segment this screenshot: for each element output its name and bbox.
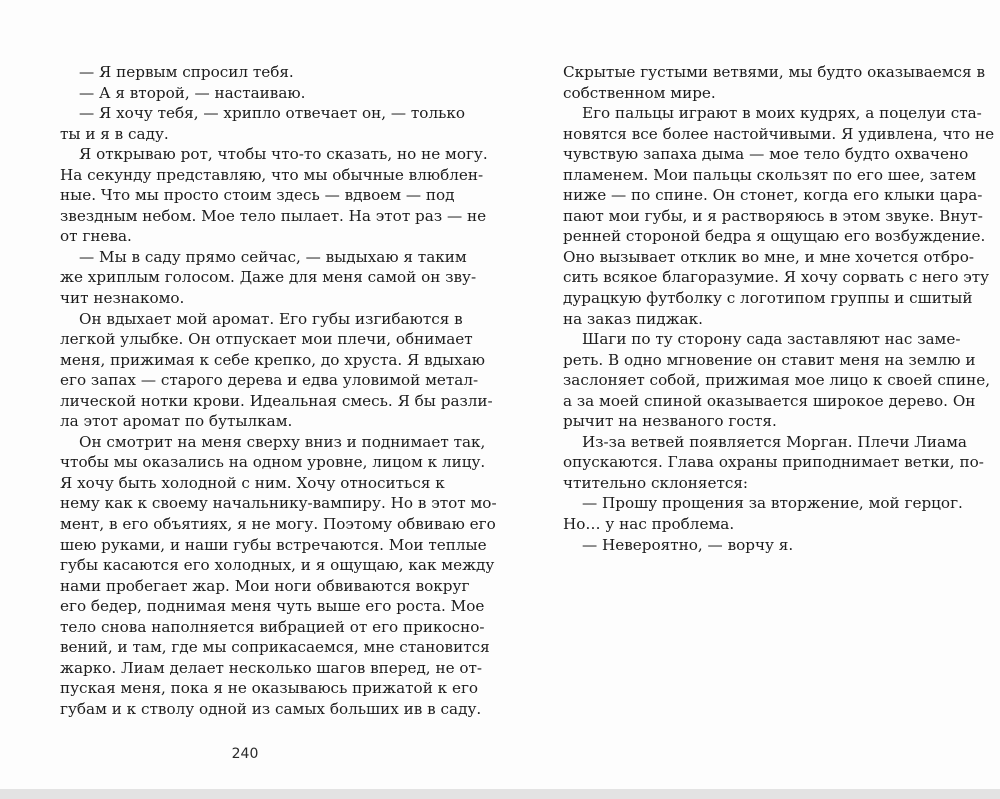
left-page-line: легкой улыбке. Он отпускает мои плечи, обнимает — [60, 330, 473, 349]
left-page-line: Я хочу быть холодной с ним. Хочу относиться к — [60, 473, 445, 492]
right-page-text — [563, 62, 995, 555]
left-page-line: — Мы в саду прямо сейчас, — выдыхаю я таким — [79, 247, 467, 266]
right-page-line: Но… у нас проблема. — [563, 515, 735, 534]
right-page-line: рычит на незваного гостя. — [563, 412, 777, 431]
left-page-line: ные. Что мы просто стоим здесь — вдвоем — под — [60, 186, 455, 205]
left-page-line: губам и к стволу одной из самых больших ив в саду. — [60, 699, 482, 718]
right-page-line: Шаги по ту сторону сада заставляют нас заме- — [582, 330, 961, 349]
right-page-line: ниже — по спине. Он стонет, когда его клыки цара- — [563, 186, 983, 205]
right-page-line: сить всякое благоразумие. Я хочу сорвать с него эту — [563, 268, 990, 287]
right-page-line: опускаются. Глава охраны приподнимает ветки, по- — [563, 453, 984, 472]
left-page-line: жарко. Лиам делает несколько шагов вперед, не от- — [60, 658, 483, 677]
left-page-line: чит незнакомо. — [60, 289, 185, 308]
bottom-edge — [0, 789, 1000, 799]
right-page-line: — Прошу прощения за вторжение, мой герцог. — [582, 494, 963, 513]
left-page-line: его запах — старого дерева и едва уловимой метал- — [60, 371, 479, 390]
left-page-line: — А я второй, — настаиваю. — [79, 83, 306, 102]
left-page-line: тело снова наполняется вибрацией от его прикосно- — [60, 617, 485, 636]
page-number: 240 — [231, 746, 259, 762]
left-page-line: — Я хочу тебя, — хрипло отвечает он, — только — [79, 104, 465, 123]
right-page-line: собственном мире. — [563, 83, 716, 102]
right-page-line: чувствую запаха дыма — мое тело будто охвачено — [563, 145, 969, 164]
right-page-line: дурацкую футболку с логотипом группы и сшитый — [563, 289, 973, 308]
left-page-line: от гнева. — [60, 227, 132, 246]
right-page-line: новятся все более настойчивыми. Я удивлена, что не — [563, 124, 995, 143]
left-page-line: нему как к своему начальнику-вампиру. Но в этот мо- — [60, 494, 497, 513]
right-page-line: реть. В одно мгновение он ставит меня на землю и — [563, 350, 976, 369]
right-page-line: ренней стороной бедра я ощущаю его возбуждение. — [563, 227, 986, 246]
left-page-line: меня, прижимая к себе крепко, до хруста. Я вдыхаю — [60, 350, 485, 369]
left-page-line: же хриплым голосом. Даже для меня самой он зву- — [60, 268, 477, 287]
right-page-line: заслоняет собой, прижимая мое лицо к своей спине, — [563, 371, 991, 390]
left-page-line: Он смотрит на меня сверху вниз и поднимает так, — [79, 432, 486, 451]
left-page-line: его бедер, поднимая меня чуть выше его роста. Мое — [60, 597, 485, 616]
left-page-line: шею руками, и наши губы встречаются. Мои теплые — [60, 535, 487, 554]
left-page-line: вений, и там, где мы соприкасаемся, мне становится — [60, 638, 490, 657]
right-page-line: пают мои губы, и я растворяюсь в этом звуке. Внут- — [563, 206, 983, 225]
right-page-line: пламенем. Мои пальцы скользят по его шее, затем — [563, 165, 977, 184]
right-page-line: Его пальцы играют в моих кудрях, а поцелуи ста- — [582, 104, 982, 123]
left-page-line: губы касаются его холодных, и я ощущаю, как между — [60, 556, 495, 575]
left-page-line: Он вдыхает мой аромат. Его губы изгибаются в — [79, 309, 463, 328]
left-page-line: чтобы мы оказались на одном уровне, лицом к лицу. — [60, 453, 486, 472]
left-page-line: Я открываю рот, чтобы что-то сказать, но не могу. — [79, 145, 488, 164]
right-page-line: Из-за ветвей появляется Морган. Плечи Лиама — [582, 432, 967, 451]
left-page-line: — Я первым спросил тебя. — [79, 63, 294, 81]
left-page-line: На секунду представляю, что мы обычные влюблен- — [60, 165, 484, 184]
left-page-line: ты и я в саду. — [60, 124, 169, 143]
right-page-line: чтительно склоняется: — [563, 473, 749, 492]
left-page-line: мент, в его объятиях, я не могу. Поэтому обвиваю его — [60, 515, 496, 534]
left-page-line: ла этот аромат по бутылкам. — [60, 412, 293, 431]
left-page-text — [60, 62, 497, 720]
left-page-line: лической нотки крови. Идеальная смесь. Я бы разли- — [60, 391, 493, 410]
left-page-line: звездным небом. Мое тело пылает. На этот раз — не — [60, 206, 487, 225]
right-page-line: Скрытые густыми ветвями, мы будто оказываемся в — [563, 63, 986, 81]
left-page-line: пуская меня, пока я не оказываюсь прижатой к его — [60, 679, 479, 698]
right-page-line: Оно вызывает отклик во мне, и мне хочется отбро- — [563, 247, 975, 266]
right-page-line: — Невероятно, — ворчу я. — [582, 535, 794, 554]
left-page-line: нами пробегает жар. Мои ноги обвиваются вокруг — [60, 576, 470, 595]
right-page-line: а за моей спиной оказывается широкое дерево. Он — [563, 391, 976, 410]
right-page-line: на заказ пиджак. — [563, 309, 703, 328]
